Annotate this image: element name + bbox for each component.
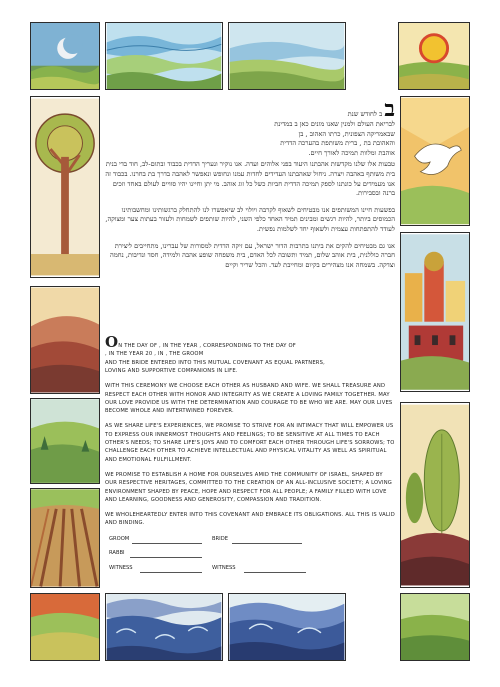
hebrew-line-5: אוהבת ומלוות תמיכה לאורך חיים. <box>308 148 395 157</box>
red-hills-tile <box>30 286 100 394</box>
sea-art-2 <box>229 594 345 660</box>
moon-art <box>31 23 99 89</box>
dove-tile <box>400 96 470 226</box>
bride-label: BRIDE <box>212 536 228 542</box>
hebrew-line-3: שבאמריקה הצפונית, כרתו האהוב , בן <box>298 129 395 138</box>
bottom-green-tile <box>400 593 470 661</box>
english-line-4: LOVING AND SUPPORTIVE COMPANIONS IN LIFE. <box>105 368 238 375</box>
bride-signature-line[interactable] <box>232 543 302 544</box>
english-line-3: AND THE BRIDE ENTERED INTO THIS MUTUAL COVENANT AS EQUAL PARTNERS, <box>105 359 325 366</box>
sky-waves-tile <box>105 22 223 90</box>
english-line-2: , IN THE YEAR 20 , IN , THE GROOM <box>105 351 204 358</box>
hebrew-paragraph-3: בפשעות חיינו המשותפים אנו מבטיחים לשאוף לקרבה ויולוי לב שיאפשרו לנו להתחלק ברגשותינו ומחשבותינו הכמוסים ביותר, להיות רגשים ומבינים תמיד האחד כלפי השני, להיות שותפים לשמחות ולעזור בעתות צער ומצוקה, לעודד להתפתחות עצמית ולשאוף יחד לשלמות נפשית. <box>105 205 395 233</box>
moon-tile <box>30 22 100 90</box>
bottom-hills-art <box>31 594 99 660</box>
groom-label: GROOM <box>109 536 130 542</box>
tree-art <box>31 97 99 277</box>
hills-art <box>229 23 345 89</box>
english-paragraph-4: WE PROMISE TO ESTABLISH A HOME FOR OURSELVES AMID THE COMMUNITY OF ISRAEL, SHAPED BY OUR RESPECTIVE HERITAGES, COMMITTED TO THE CREATION OF AN ALL-INCLUSIVE SOCIETY; A LOVING ENVIRONMENT SHAPED BY PEACE, HOPE AND RESPECT FOR ALL PEOPLE; A FAMILY FILLED WITH LOVE AND LEARNING, GOODNESS AND GENEROSITY, COMPASSION AND TRADITION. <box>105 471 393 503</box>
sea-tile-2 <box>228 593 346 661</box>
groom-signature-line[interactable] <box>132 543 202 544</box>
valley-tile <box>30 398 100 484</box>
tree-tile <box>30 96 100 278</box>
hebrew-paragraph-2: טבעות אלו שלנו מקדשות אהבתנו היעוד בפני אלוהים ועדה. אנו נוקיר ונעריך הדדית בכבוד ובתום-לב, חוד בדי בנית בית משותף באהבה ויצרה. ניחול שאהבתנו העדידים לחדות עמנו ונחופש ונאפשר לאהבה בדרך בת בחרנו. בכבוד זה אנו מעמידים על כונתנו לספק תמיכה הדדית חביות כשל כל זוג אוהב. מי יתן וחיינו יהיו סוויים לעולם באחד וזכים ברנה ובסבירות. <box>105 160 395 198</box>
witness-1-label: WITNESS <box>109 565 133 571</box>
jerusalem-art <box>401 233 469 391</box>
rabbi-signature-line[interactable] <box>130 557 202 558</box>
cypress-art <box>401 403 469 587</box>
sea-tile-1 <box>105 593 223 661</box>
english-opening-letter: O <box>105 333 119 351</box>
english-paragraph-3: AS WE SHARE LIFE'S EXPERIENCES, WE PROMISE TO STRIVE FOR AN INTIMACY THAT WILL EMPOWER US TO EXPRESS OUR INNERMOST THOUGHTS AND FEELINGS; TO BE SENSITIVE AT ALL TIMES TO EACH OTHER'S NEEDS; TO SHARE LIFE'S JOYS AND TO COMFORT EACH OTHER THROUGH LIFE'S SORROWS; TO CHALLENGE EACH OTHER TO ACHIEVE INTELLECTUAL AND PHYSICAL VITALITY AS WELL AS SPIRITUAL AND EMOTIONAL FULFILLMENT. <box>105 423 395 463</box>
hebrew-text-block <box>105 98 395 277</box>
valley-art <box>31 399 99 483</box>
hills-tile <box>228 22 346 90</box>
witness-1-signature-line[interactable] <box>140 572 202 573</box>
rabbi-label: RABBI <box>109 550 125 556</box>
hebrew-opening-letter: ב <box>384 96 395 122</box>
english-text-block <box>105 333 395 534</box>
jerusalem-tile <box>400 232 470 392</box>
hebrew-line-2: לבריאת העולם ולמנין שאנו מונים כאן ב במדינת <box>274 120 395 128</box>
cypress-tile <box>400 402 470 588</box>
sea-art-1 <box>106 594 222 660</box>
english-paragraph-5: WE WHOLEHEARTEDLY ENTER INTO THIS COVENANT AND EMBRACE ITS OBLIGATIONS. ALL THIS IS VALID AND BINDING. <box>105 511 395 527</box>
sky-waves-art <box>106 23 222 89</box>
english-line-1: N THE DAY OF , IN THE YEAR , CORRESPONDING TO THE DAY OF <box>118 343 296 349</box>
red-hills-art <box>31 287 99 393</box>
hebrew-line-1: ב לחודש שנת <box>347 110 383 118</box>
hebrew-paragraph-4: אנו גם מבטיחים להקים את ביתנו בתרבות הדור ישראל, עם זיקה הדדית למסורות של עברינו, מתחייבים ליצירת חברה כוללנית, בית אוהב שלום, תמיד ותשובה לכל האדם, בית משפחה שופע אהבה ולמידה, חסד ונדיבות, נחמה וצדקה. בשמחה אנו מצהירים בקיום ומחייבת לעד. והכל שריר וקיים <box>110 241 395 269</box>
dove-art <box>401 97 469 225</box>
fields-tile <box>30 488 100 588</box>
bottom-green-art <box>401 594 469 660</box>
english-paragraph-2: WITH THIS CEREMONY WE CHOOSE EACH OTHER AS HUSBAND AND WIFE. WE SHALL TREASURE AND RESPECT EACH OTHER WITH HONOR AND INTEGRITY AS WE CREATE A LOVING FAMILY TOGETHER. MAY OUR LOVE PROVIDE US WITH THE DETERMINATION AND COURAGE TO BE WHO WE ARE. MAY OUR LIVES BECOME WHOLE AND INTERTWINED FOREVER. <box>105 383 393 415</box>
bottom-hills-tile <box>30 593 100 661</box>
hebrew-line-4: והאהובת בת , ברית משותפת בהערכה הדדית <box>280 139 395 148</box>
sun-tile <box>398 22 470 90</box>
witness-2-label: WITNESS <box>212 565 236 571</box>
fields-art <box>31 489 99 587</box>
sun-art <box>399 23 469 89</box>
witness-2-signature-line[interactable] <box>244 572 306 573</box>
